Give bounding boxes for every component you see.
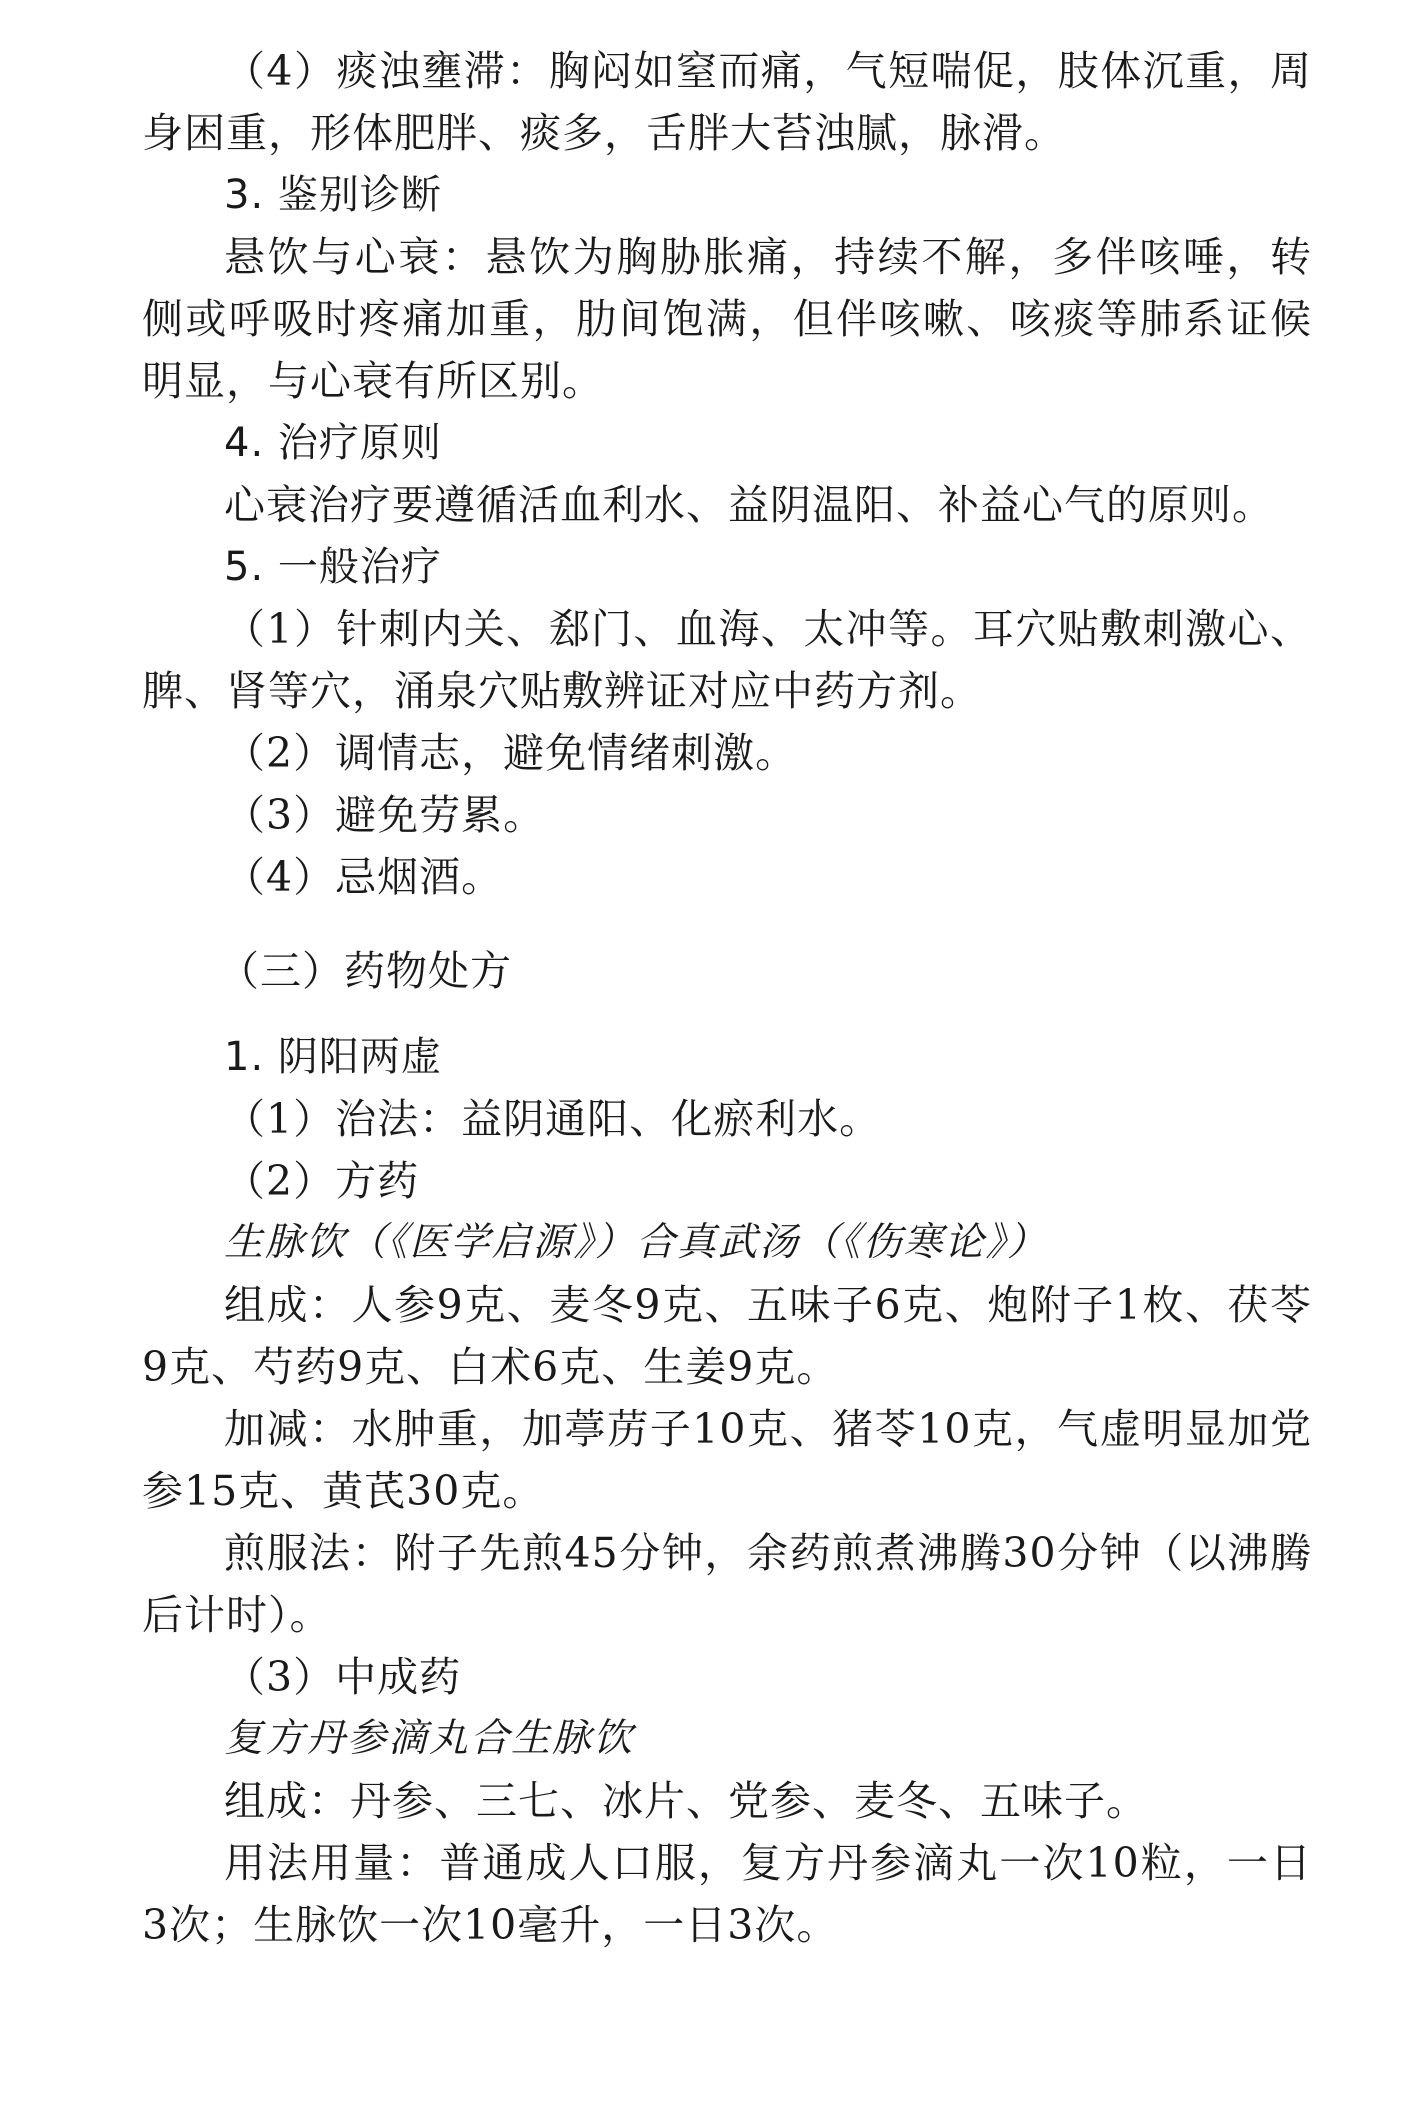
paragraph-phlegm-turbidity: （4）痰浊壅滞：胸闷如窒而痛，气短喘促，肢体沉重，周身困重，形体肥胖、痰多，舌胖大苔浊腻，脉滑。 [142,47,1312,157]
heading-treatment-principle: 4. 治疗原则 [224,420,442,466]
heading-yin-yang-deficiency: 1. 阴阳两虚 [224,1034,442,1080]
paragraph-acupuncture: （1）针刺内关、郄门、血海、太冲等。耳穴贴敷刺激心、脾、肾等穴，涌泉穴贴敷辨证对应中药方剂。 [142,605,1312,715]
paragraph-decoction-method: 煎服法：附子先煎45分钟，余药煎煮沸腾30分钟（以沸腾后计时）。 [142,1529,1312,1639]
paragraph-treatment-principle: 心衰治疗要遵循活血利水、益阴温阳、补益心气的原则。 [224,481,1274,529]
document-page [142,40,1312,1956]
paragraph-pill-composition: 组成：丹参、三七、冰片、党参、麦冬、五味子。 [224,1777,1148,1825]
paragraph-emotion: （2）调情志，避免情绪刺激。 [224,729,798,777]
paragraph-formula-label: （2）方药 [224,1157,420,1205]
paragraph-treatment-method: （1）治法：益阴通阳、化瘀利水。 [224,1095,882,1143]
formula-name-shengmai-zhenwu: 生脉饮（《医学启源》）合真武汤（《伤寒论》） [224,1220,1049,1265]
heading-general-treatment: 5. 一般治疗 [224,544,442,590]
paragraph-patent-medicine-label: （3）中成药 [224,1653,462,1701]
heading-differential-diagnosis: 3. 鉴别诊断 [224,172,442,218]
paragraph-avoid-fatigue: （3）避免劳累。 [224,791,546,839]
paragraph-dosage: 用法用量：普通成人口服，复方丹参滴丸一次10粒，一日3次；生脉饮一次10毫升，一日3次。 [142,1839,1312,1949]
paragraph-no-smoking-drinking: （4）忌烟酒。 [224,853,504,901]
formula-name-danshen-pill: 复方丹参滴丸合生脉饮 [224,1716,635,1761]
paragraph-modification: 加减：水肿重，加葶苈子10克、猪苓10克，气虚明显加党参15克、黄芪30克。 [142,1405,1312,1515]
section-title-prescriptions: （三）药物处方 [218,947,512,995]
paragraph-composition: 组成：人参9克、麦冬9克、五味子6克、炮附子1枚、茯苓9克、芍药9克、白术6克、生姜9克。 [142,1281,1312,1391]
paragraph-suspended-fluid: 悬饮与心衰：悬饮为胸胁胀痛，持续不解，多伴咳唾，转侧或呼吸时疼痛加重，肋间饱满，但伴咳嗽、咳痰等肺系证候明显，与心衰有所区别。 [142,233,1312,405]
